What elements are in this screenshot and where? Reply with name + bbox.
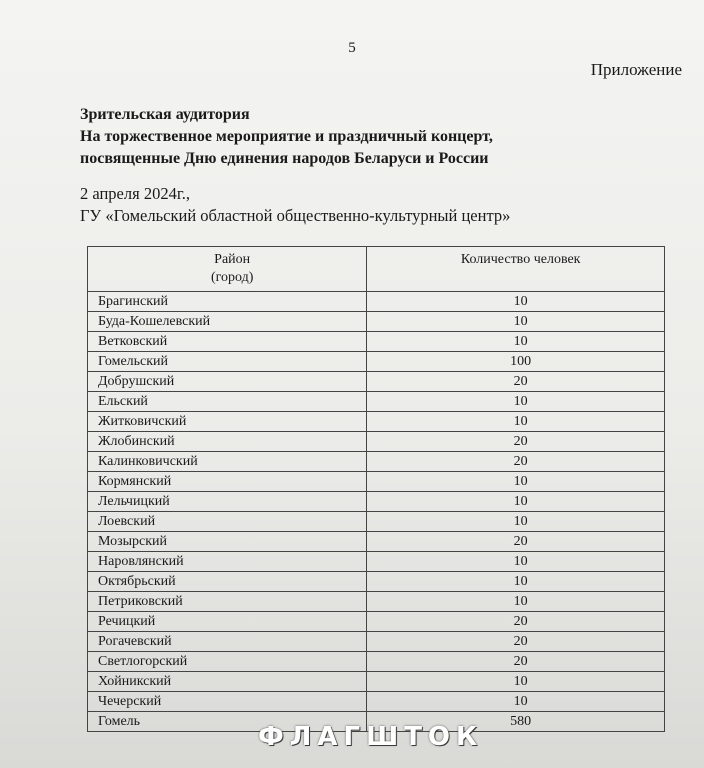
count-cell: 10: [367, 472, 665, 492]
district-cell: Кормянский: [88, 472, 367, 492]
district-cell: Житковичский: [88, 412, 367, 432]
count-cell: 10: [367, 552, 665, 572]
count-cell: 10: [367, 392, 665, 412]
count-cell: 10: [367, 692, 665, 712]
table-row: [88, 312, 665, 332]
count-cell: 20: [367, 632, 665, 652]
district-cell: Лельчицкий: [88, 492, 367, 512]
table-row: [88, 612, 665, 632]
table-row: [88, 372, 665, 392]
column-header-district-line2: (город): [210, 270, 254, 285]
district-cell: Мозырский: [88, 532, 367, 552]
table-row: [88, 632, 665, 652]
appendix-label: Приложение: [590, 60, 682, 79]
count-cell: 20: [367, 372, 665, 392]
district-cell: Ветковский: [88, 332, 367, 352]
table-row: [88, 392, 665, 412]
attendance-table: [87, 246, 665, 732]
title-line: посвященные Дню единения народов Беларуси и России: [80, 150, 489, 167]
district-cell: Буда-Кошелевский: [88, 312, 367, 332]
table-row: [88, 432, 665, 452]
count-cell: 10: [367, 412, 665, 432]
event-venue: ГУ «Гомельский областной общественно-культурный центр»: [80, 206, 511, 225]
count-cell: 100: [367, 352, 665, 372]
count-cell: 10: [367, 332, 665, 352]
count-cell: 10: [367, 592, 665, 612]
count-cell: 10: [367, 512, 665, 532]
table-row: [88, 472, 665, 492]
column-header-count: Количество человек: [367, 247, 665, 292]
district-cell: Гомельский: [88, 352, 367, 372]
table-body: [88, 292, 665, 732]
count-cell: 10: [367, 292, 665, 312]
table-row: [88, 412, 665, 432]
table-row: [88, 292, 665, 312]
column-header-district-line1: Район: [214, 252, 251, 267]
count-cell: 10: [367, 312, 665, 332]
table-row: [88, 532, 665, 552]
district-cell: Речицкий: [88, 612, 367, 632]
table-row: [88, 452, 665, 472]
table-row: [88, 572, 665, 592]
table-row: [88, 592, 665, 612]
document-title: [80, 104, 493, 170]
district-cell: Петриковский: [88, 592, 367, 612]
table-row: [88, 352, 665, 372]
district-cell: Гомель: [88, 712, 367, 732]
table-row: [88, 552, 665, 572]
event-date: 2 апреля 2024г.,: [80, 184, 190, 203]
table-row: [88, 652, 665, 672]
district-cell: Ельский: [88, 392, 367, 412]
count-cell: 20: [367, 612, 665, 632]
district-cell: Рогачевский: [88, 632, 367, 652]
watermark-logo: ФЛАГШТОК: [258, 722, 484, 752]
count-cell: 580: [367, 712, 665, 732]
count-cell: 10: [367, 492, 665, 512]
district-cell: Лоевский: [88, 512, 367, 532]
title-line: Зрительская аудитория: [80, 106, 250, 123]
table-header-row: [88, 247, 665, 292]
table-row: [88, 512, 665, 532]
title-line: На торжественное мероприятие и праздничный концерт,: [80, 128, 493, 145]
table-row: [88, 492, 665, 512]
table-row: [88, 672, 665, 692]
event-details: [80, 183, 510, 227]
district-cell: Чечерский: [88, 692, 367, 712]
count-cell: 20: [367, 452, 665, 472]
district-cell: Октябрьский: [88, 572, 367, 592]
count-cell: 10: [367, 672, 665, 692]
district-cell: Добрушский: [88, 372, 367, 392]
count-cell: 10: [367, 572, 665, 592]
district-cell: Брагинский: [88, 292, 367, 312]
table-header: [88, 247, 665, 292]
page-number: 5: [348, 40, 356, 56]
district-cell: Наровлянский: [88, 552, 367, 572]
count-cell: 20: [367, 532, 665, 552]
count-cell: 20: [367, 432, 665, 452]
district-cell: Жлобинский: [88, 432, 367, 452]
column-header-district: [88, 247, 367, 292]
district-cell: Светлогорский: [88, 652, 367, 672]
table-row: [88, 692, 665, 712]
district-cell: Калинковичский: [88, 452, 367, 472]
district-cell: Хойникский: [88, 672, 367, 692]
count-cell: 20: [367, 652, 665, 672]
table-row: [88, 332, 665, 352]
